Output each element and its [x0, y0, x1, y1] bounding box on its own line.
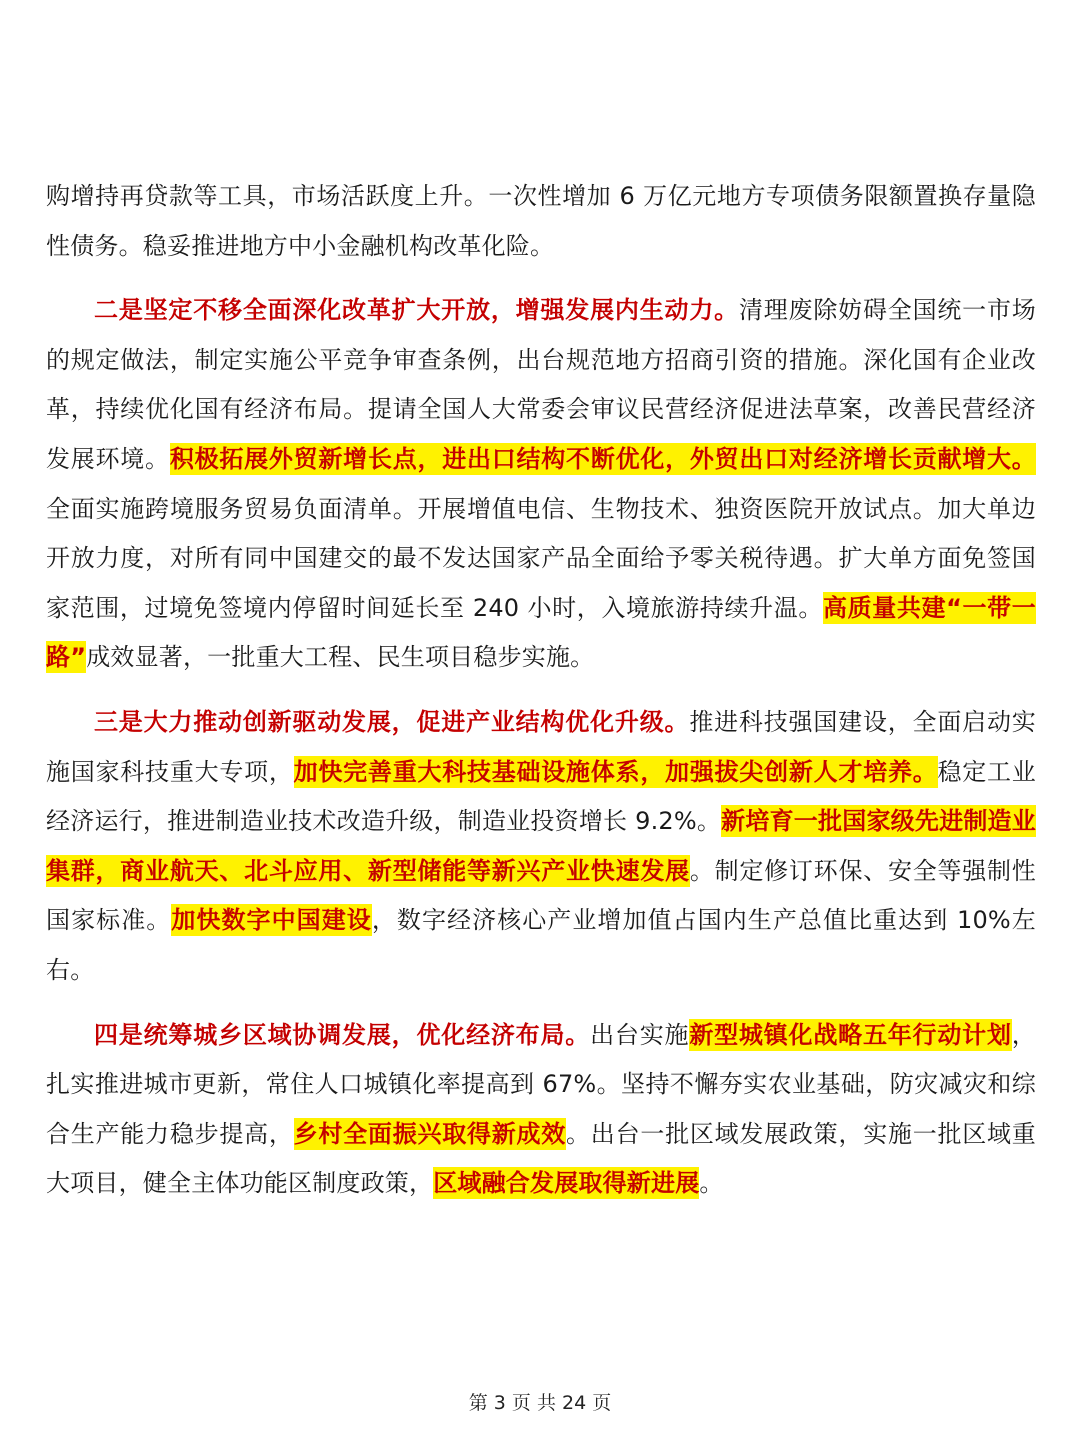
body-text: ，扎实推进城市更新，常住人口城镇化率提高到 67%。坚持不懈夯实农业基础，防灾减灾和综合生产能力稳步提高， [46, 1020, 1036, 1148]
body-text: 推进科技强国建设，全面启动实施国家科技重大专项， [46, 707, 1036, 786]
highlighted-text: 区域融合发展取得新进展 [433, 1169, 700, 1198]
body-text: 清理废除妨碍全国统一市场的规定做法，制定实施公平竞争审查条例，出台规范地方招商引资的措施。深化国有企业改革，持续优化国有经济布局。提请全国人大常委会审议民营经济促进法草案，改善民营经济发展环境。 [46, 296, 1036, 473]
body-text: 。制定修订环保、安全等强制性国家标准。 [46, 856, 1036, 935]
body-text: ，数字经济核心产业增加值占国内生产总值比重达到 10%左右。 [46, 906, 1037, 984]
body-text: 稳定工业经济运行，推进制造业技术改造升级，制造业投资增长 9.2%。 [46, 757, 1036, 836]
body-text: 购增持再贷款等工具，市场活跃度上升。一次性增加 6 万亿元地方专项债务限额置换存量隐性债务。稳妥推进地方中小金融机构改革化险。 [46, 182, 1036, 260]
body-text: 。 [699, 1169, 724, 1198]
body-text: 出台实施 [590, 1020, 690, 1049]
highlighted-text: 高质量共建“一带一路” [46, 593, 1036, 672]
section-heading-text: 三是大力推动创新驱动发展，促进产业结构优化升级。 [94, 707, 690, 736]
highlighted-text: 加快数字中国建设 [171, 906, 372, 935]
page-footer [0, 1388, 1080, 1415]
page-number-label: 第 3 页 共 24 页 [468, 1392, 612, 1414]
document-body [46, 172, 1036, 1224]
paragraph-4 [46, 1011, 1036, 1209]
paragraph-1 [46, 172, 1036, 271]
section-heading-text: 四是统筹城乡区域协调发展，优化经济布局。 [94, 1020, 591, 1049]
body-text: 全面实施跨境服务贸易负面清单。开展增值电信、生物技术、独资医院开放试点。加大单边开放力度，对所有同中国建交的最不发达国家产品全面给予零关税待遇。扩大单方面免签国家范围，过境免签境内停留时间延长至 240 小时，入境旅游持续升温。 [46, 494, 1036, 622]
body-text: 。出台一批区域发展政策，实施一批区域重大项目，健全主体功能区制度政策， [46, 1119, 1036, 1198]
highlighted-text: 新型城镇化战略五年行动计划 [689, 1020, 1012, 1049]
highlighted-text: 新培育一批国家级先进制造业集群，商业航天、北斗应用、新型储能等新兴产业快速发展 [46, 807, 1036, 885]
body-text: 成效显著，一批重大工程、民生项目稳步实施。 [86, 643, 595, 672]
highlighted-text: 积极拓展外贸新增长点，进出口结构不断优化，外贸出口对经济增长贡献增大。 [169, 444, 1037, 473]
section-heading-text: 二是坚定不移全面深化改革扩大开放，增强发展内生动力。 [94, 296, 739, 325]
paragraph-3 [46, 698, 1036, 996]
highlighted-text: 加快完善重大科技基础设施体系，加强拔尖创新人才培养。 [293, 757, 938, 786]
highlighted-text: 乡村全面振兴取得新成效 [293, 1119, 567, 1148]
paragraph-2 [46, 286, 1036, 683]
